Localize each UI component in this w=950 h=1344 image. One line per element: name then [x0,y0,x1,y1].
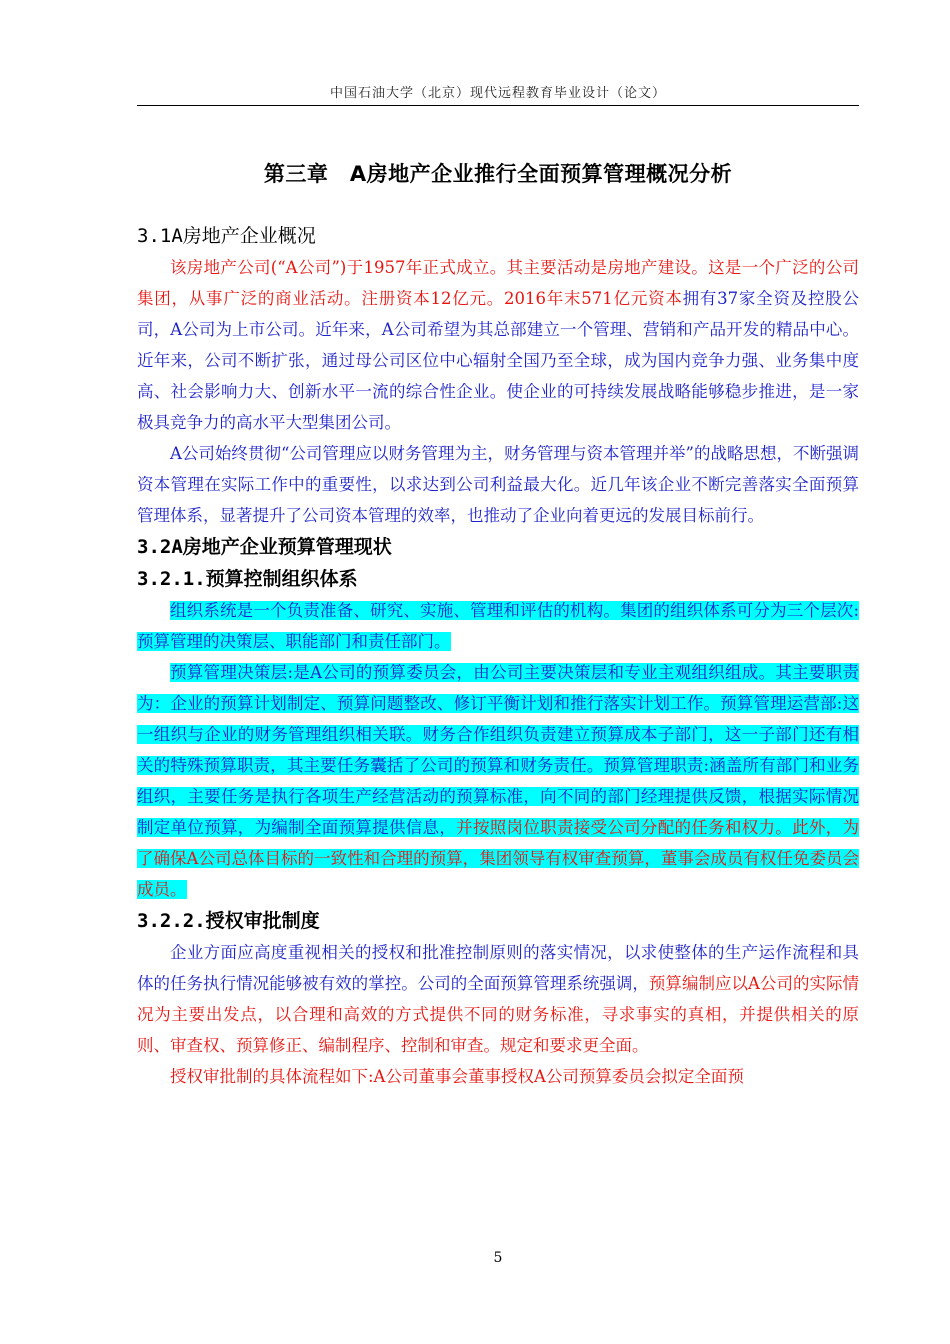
subsection-heading-3-2-1: 3.2.1.预算控制组织体系 [137,568,358,590]
paragraph-segment-red: 该房地产公司(“A公司”)于1957年正式成立。其主要活动是房地产建设。这是一个广泛的公司集团，从事广泛的商业活动。注册资本12亿元。2016年末571亿元资本 [137,258,859,308]
chapter-title: 第三章 A房地产企业推行全面预算管理概况分析 [263,162,733,186]
paragraph-authorization-control [137,937,859,1061]
highlighted-text-red: 并按照岗位职责接受公司分配的任务和权力。此外，为了确保A公司总体目标的一致性和合理的预算，集团领导有权审查预算，董事会成员有权任免委员会成员。 [137,818,860,899]
paragraph-management-strategy: A公司始终贯彻“公司管理应以财务管理为主，财务管理与资本管理并举”的战略思想，不断强调资本管理在实际工作中的重要性，以求达到公司利益最大化。近几年该企业不断完善落实全面预算管理体系，显著提升了公司资本管理的效率，也推动了企业向着更远的发展目标前行。 [137,444,859,525]
paragraph-budget-layers [137,657,859,905]
highlighted-text-blue: 预算管理决策层:是A公司的预算委员会，由公司主要决策层和专业主观组织组成。其主要职责为：企业的预算计划制定、预算问题整改、修订平衡计划和推行落实计划工作。预算管理运营部:这一组织与企业的财务管理组织相关联。财务合作组织负责建立预算成本子部门，这一子部门还有相关的特殊预算职责，其主要任务囊括了公司的预算和财务责任。预算管理职责:涵盖所有部门和业务组织，主要任务是执行各项生产经营活动的预算标准，向不同的部门经理提供反馈，根据实际情况制定单位预算，为编制全面预算提供信息， [137,663,859,837]
section-heading-3-2: 3.2A房地产企业预算管理现状 [137,536,392,558]
paragraph-segment-blue: 拥有37家全资及控股公司，A公司为上市公司。近年来，A公司希望为其总部建立一个管理、营销和产品开发的精品中心。近年来，公司不断扩张，通过母公司区位中心辐射全国乃至全球，成为国内竞争力强、业务集中度高、社会影响力大、创新水平一流的综合性企业。使企业的可持续发展战略能够稳步推进，是一家极具竞争力的高水平大型集团公司。 [137,289,859,432]
header-divider [137,105,859,106]
subsection-heading-3-2-2: 3.2.2.授权审批制度 [137,910,320,932]
section-heading-3-1: 3.1A房地产企业概况 [137,225,316,247]
page-number: 5 [493,1250,503,1266]
running-header: 中国石油大学（北京）现代远程教育毕业设计（论文） [329,86,666,101]
paragraph-segment-blue: 企业方面应高度重视相关的授权和批准控制原则的落实情况，以求使整体的生产运作流程和具体的任务执行情况能够被有效的掌控。公司的全面预算管理系统强调， [137,943,859,993]
paragraph-segment-red: 预算编制应以A公司的实际情况为主要出发点，以合理和高效的方式提供不同的财务标准，寻求事实的真相，并提供相关的原则、审查权、预算修正、编制程序、控制和审查。规定和要求更全面。 [137,974,859,1055]
highlighted-text: 组织系统是一个负责准备、研究、实施、管理和评估的机构。集团的组织体系可分为三个层次:预算管理的决策层、职能部门和责任部门。 [137,601,859,651]
paragraph-organization-system [137,595,859,657]
paragraph-approval-process: 授权审批制的具体流程如下:A公司董事会董事授权A公司预算委员会拟定全面预 [170,1067,744,1086]
paragraph-company-overview [137,252,859,438]
body-content [137,220,859,1092]
